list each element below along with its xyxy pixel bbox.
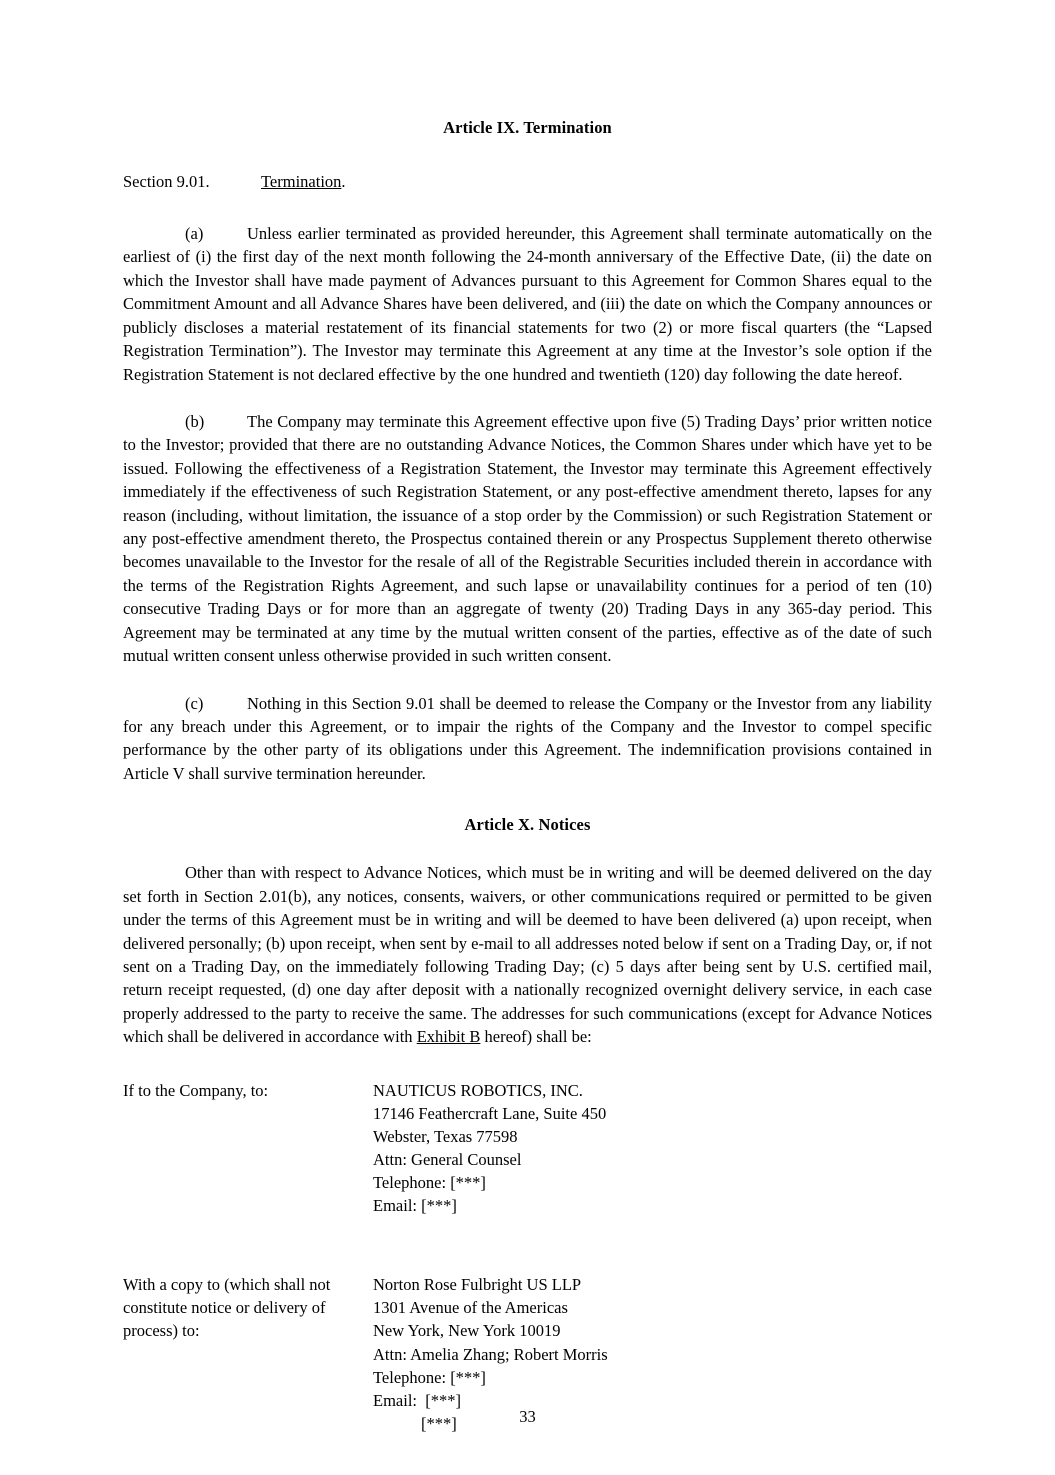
paragraph-a <box>123 222 932 386</box>
address-body-company <box>373 1079 932 1218</box>
section-number-label: Section 9.01. <box>123 172 210 191</box>
paragraph-b-text: The Company may terminate this Agreement effective upon five (5) Trading Days’ prior written notice to the Investor; provided that there are no outstanding Advance Notices, the Common Shares under which have yet to be issued. Following the effectiveness of a Registration Statement, the Investor may terminate this Agreement effectively immediately if the effectiveness of such Registration Statement, or any post-effective amendment thereto, lapses for any reason (including, without limitation, the issuance of a stop order by the Commission) or such Registration Statement or any post-effective amendment thereto, the Prospectus contained therein or any Prospectus Supplement thereto otherwise becomes unavailable to the Investor for the resale of all of the Registrable Securities included therein in accordance with the terms of the Registration Rights Agreement, and such lapse or unavailability continues for a period of ten (10) consecutive Trading Days or for more than an aggregate of twenty (20) Trading Days in any 365-day period. This Agreement may be terminated at any time by the mutual written consent of the parties, effective as of the date of such mutual written consent unless otherwise provided in such written consent. <box>123 411 932 666</box>
address-line: Email: [***] <box>373 1196 457 1216</box>
address-line: NAUTICUS ROBOTICS, INC. <box>373 1080 583 1100</box>
notices-intro-text-part2: hereof) shall be: <box>480 1027 592 1047</box>
exhibit-b-reference: Exhibit B <box>416 1027 481 1047</box>
address-label-line: process) to: <box>123 1321 200 1341</box>
section-title-label: Termination <box>261 172 342 191</box>
paragraph-a-marker: (a) <box>185 224 204 243</box>
address-label-company <box>123 1079 373 1218</box>
address-line: 1301 Avenue of the Americas <box>373 1298 568 1318</box>
article-9-heading: Article IX. Termination <box>443 118 612 137</box>
paragraph-b-marker: (b) <box>185 411 205 431</box>
notices-intro-paragraph <box>123 861 932 1048</box>
article-10-heading: Article X. Notices <box>464 815 591 835</box>
address-line: Webster, Texas 77598 <box>373 1126 518 1146</box>
address-line: Norton Rose Fulbright US LLP <box>373 1275 582 1295</box>
section-9-01-line <box>123 172 932 192</box>
address-line: New York, New York 10019 <box>373 1321 561 1341</box>
paragraph-c-text: Nothing in this Section 9.01 shall be deemed to release the Company or the Investor from any liability for any breach under this Agreement, or to impair the rights of the Company and the Investor to compel specific performance by the other party of its obligations under this Agreement. The indemnification provisions contained in Article V shall survive termination hereunder. <box>123 693 932 783</box>
address-line: Attn: General Counsel <box>373 1149 522 1169</box>
address-label-line: constitute notice or delivery of <box>123 1298 326 1318</box>
address-line: 17146 Feathercraft Lane, Suite 450 <box>373 1103 607 1123</box>
page-number: 33 <box>519 1406 536 1426</box>
address-line: Telephone: [***] <box>373 1367 486 1387</box>
paragraph-c-marker: (c) <box>185 693 204 713</box>
paragraph-a-text: Unless earlier terminated as provided hereunder, this Agreement shall terminate automatically on the earliest of (i) the first day of the next month following the 24-month anniversary of the Effective Date, (ii) the date on which the Investor shall have made payment of Advances pursuant to this Agreement for Common Shares equal to the Commitment Amount and all Advance Shares have been delivered, and (iii) the date on which the Company announces or publicly discloses a material restatement of its financial statements for two (2) or more fiscal quarters (the “Lapsed Registration Termination”). The Investor may terminate this Agreement at any time at the Investor’s sole option if the Registration Statement is not declared effective by the one hundred and twentieth (120) day following the date hereof. <box>123 224 932 384</box>
address-block-company <box>123 1079 932 1218</box>
address-line: Email: [***] <box>373 1390 461 1410</box>
address-label-line: With a copy to (which shall not <box>123 1275 331 1295</box>
notices-intro-text-part1: Other than with respect to Advance Notices, which must be in writing and will be deemed delivered on the day set forth in Section 2.01(b), any notices, consents, waivers, or other communications required or permitted to be given under the terms of this Agreement must be in writing and will be deemed to have been delivered (a) upon receipt, when delivered personally; (b) upon receipt, when sent by e-mail to all addresses noted below if sent on a Trading Day, or, if not sent on a Trading Day, on the immediately following Trading Day; (c) 5 days after being sent by U.S. certified mail, return receipt requested, (d) one day after deposit with a nationally recognized overnight delivery service, in each case properly addressed to the party to receive the same. The addresses for such communications (except for Advance Notices which shall be delivered in accordance with <box>123 863 932 1047</box>
address-line: Telephone: [***] <box>373 1173 486 1193</box>
address-label-line: If to the Company, to: <box>123 1080 269 1100</box>
address-line-extra: [***] <box>421 1413 457 1433</box>
section-title-period: . <box>341 172 346 191</box>
paragraph-c <box>123 692 932 786</box>
paragraph-b <box>123 410 932 668</box>
address-line: Attn: Amelia Zhang; Robert Morris <box>373 1344 608 1364</box>
